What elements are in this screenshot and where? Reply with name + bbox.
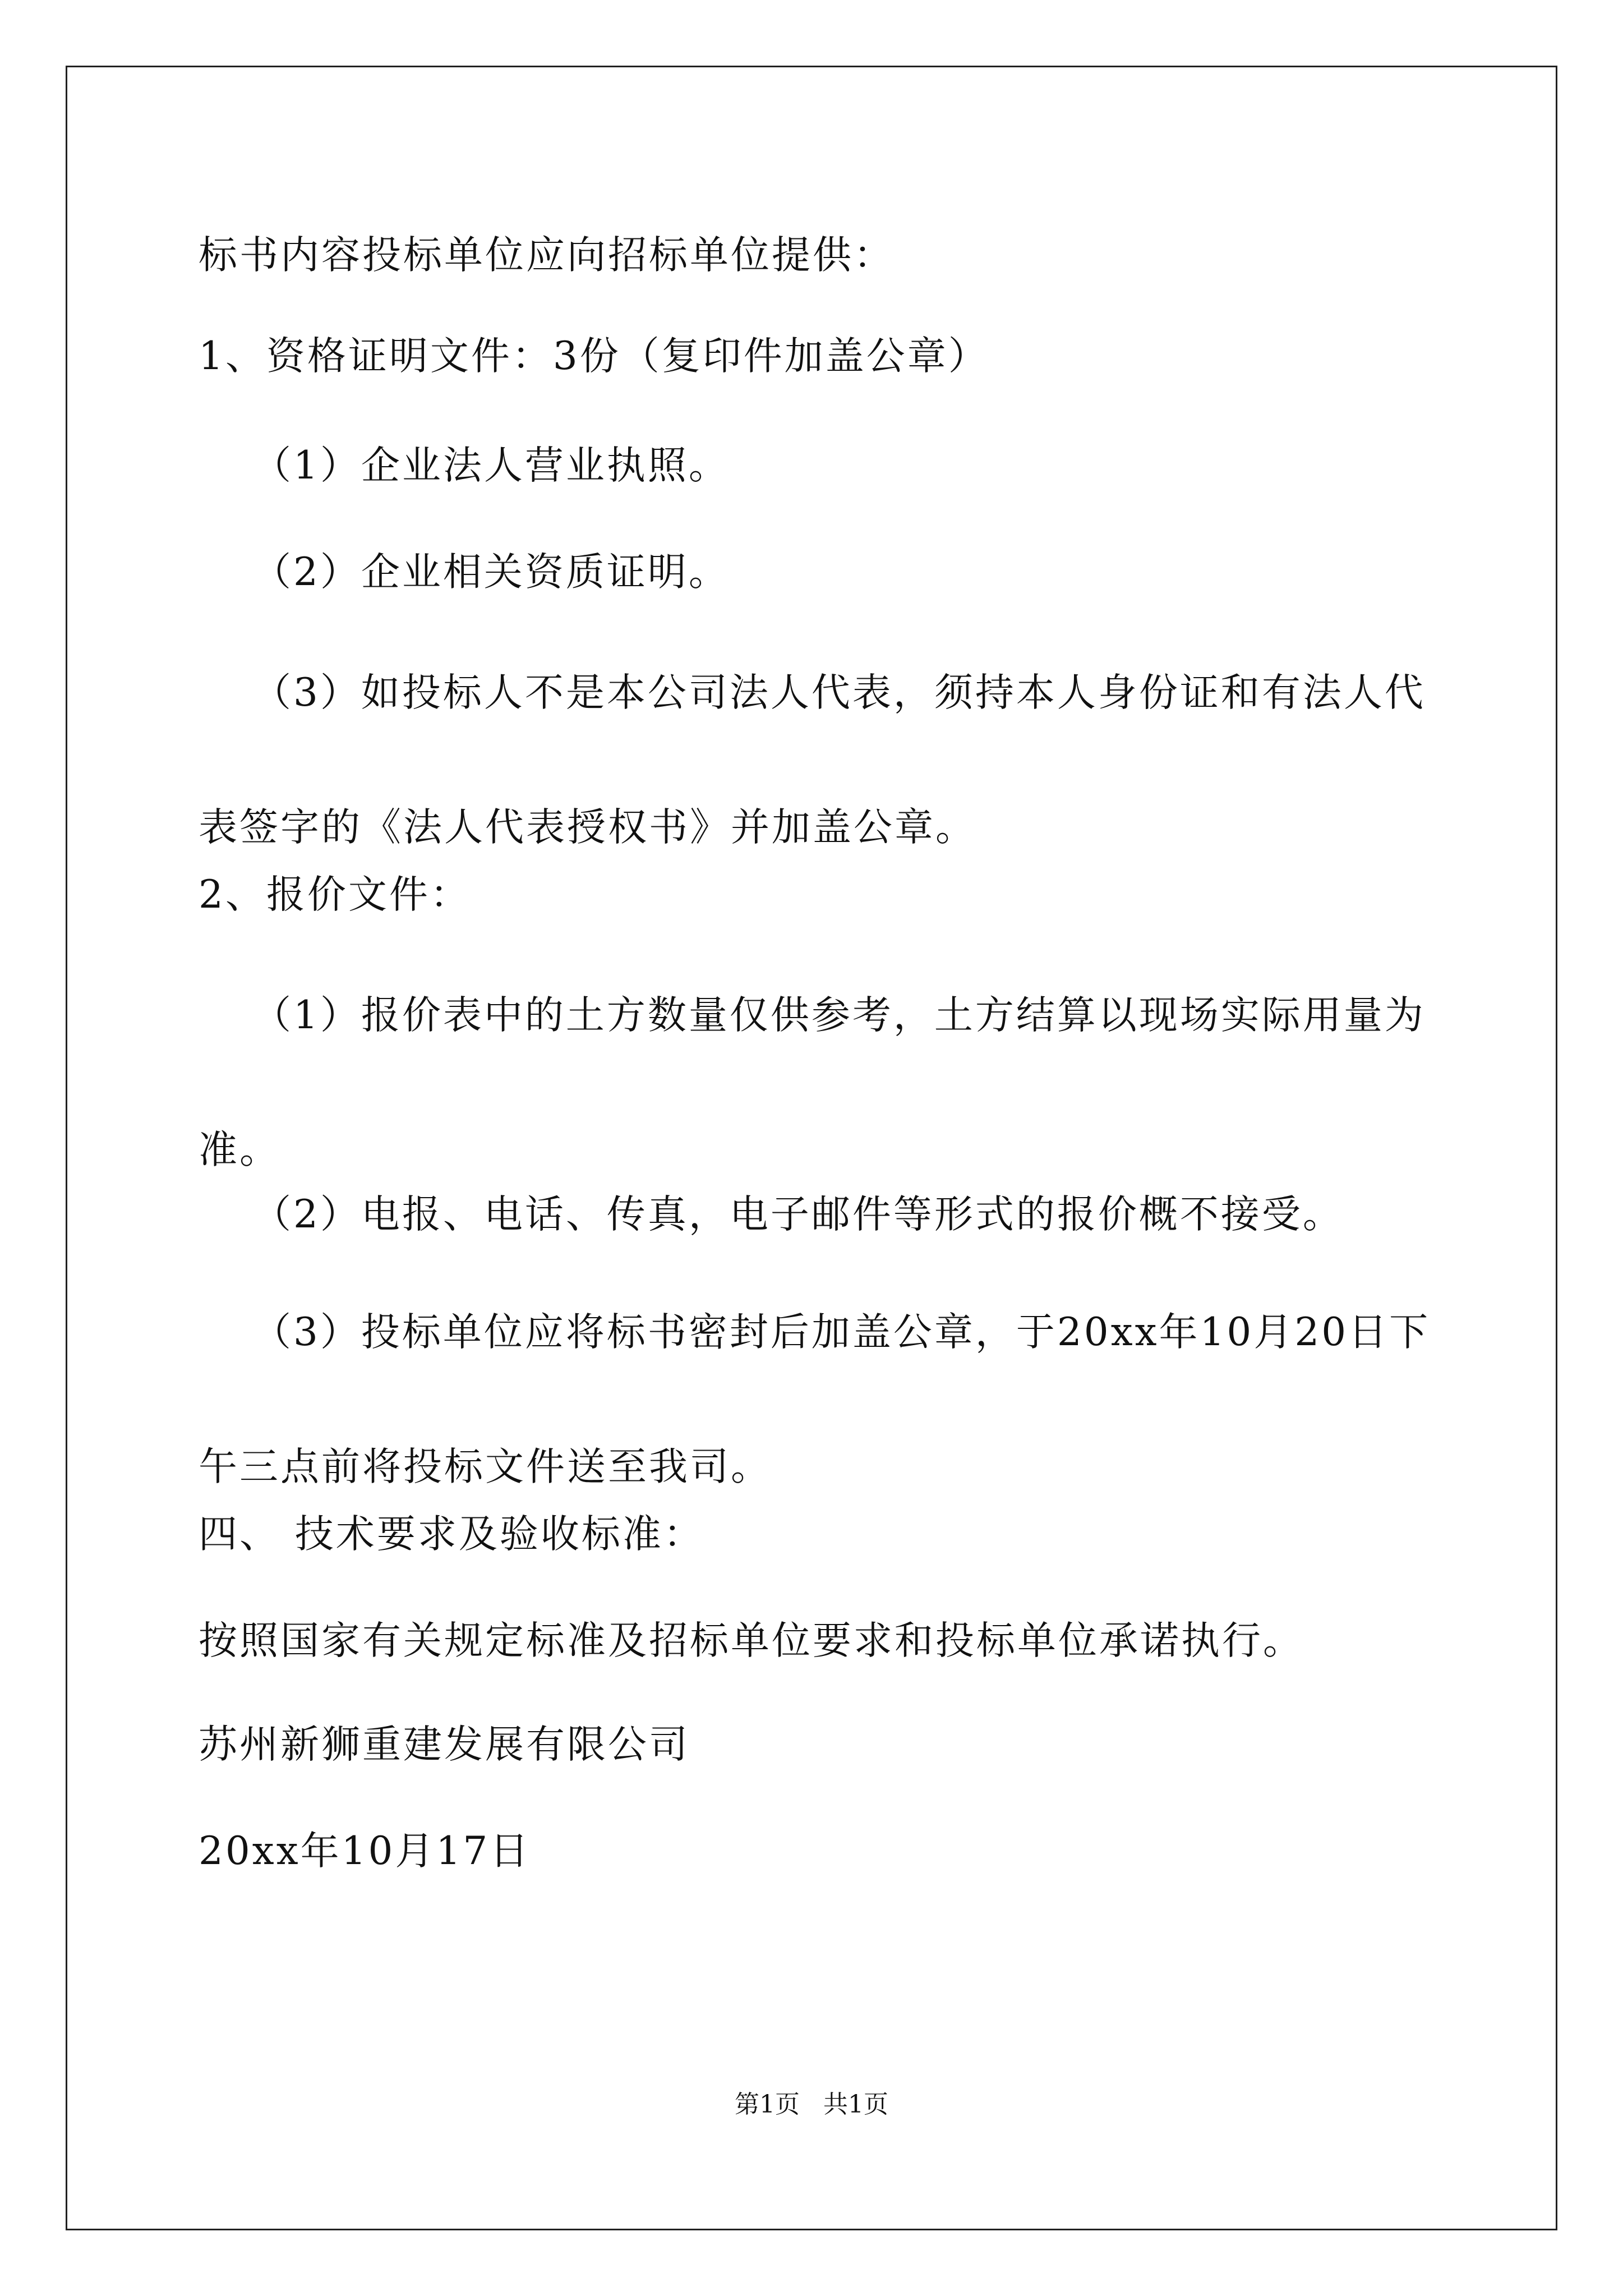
company-name: 苏州新狮重建发展有限公司 <box>199 1722 690 1767</box>
paragraph-no-remote-quotes: （2）电报、电话、传真，电子邮件等形式的报价概不接受。 <box>252 1192 1344 1237</box>
document-date: 20xx年10月17日 <box>199 1829 531 1874</box>
paragraph-quotation-docs: 2、报价文件： <box>199 872 471 917</box>
paragraph-submission-deadline: （3）投标单位应将标书密封后加盖公章，于20xx年10月20日下午三点前将投标文件送至我司。 <box>199 1310 1431 1489</box>
paragraph-qualification-proof: （2）企业相关资质证明。 <box>252 550 730 595</box>
section-heading-technical: 四、 技术要求及验收标准： <box>199 1512 704 1557</box>
paragraph-technical-standards: 按照国家有关规定标准及招标单位要求和投标单位承诺执行。 <box>199 1618 1304 1663</box>
page-number: 第1页 共1页 <box>735 2090 888 2119</box>
paragraph-intro: 标书内容投标单位应向招标单位提供： <box>199 233 895 278</box>
paragraph-business-license: （1）企业法人营业执照。 <box>252 443 730 488</box>
paragraph-earthwork-quantity: （1）报价表中的土方数量仅供参考，土方结算以现场实际用量为准。 <box>199 993 1426 1172</box>
paragraph-qualification-docs: 1、资格证明文件：3份（复印件加盖公章） <box>199 334 989 379</box>
paragraph-authorization: （3）如投标人不是本公司法人代表，须持本人身份证和有法人代表签字的《法人代表授权书》并加盖公章。 <box>199 670 1426 850</box>
